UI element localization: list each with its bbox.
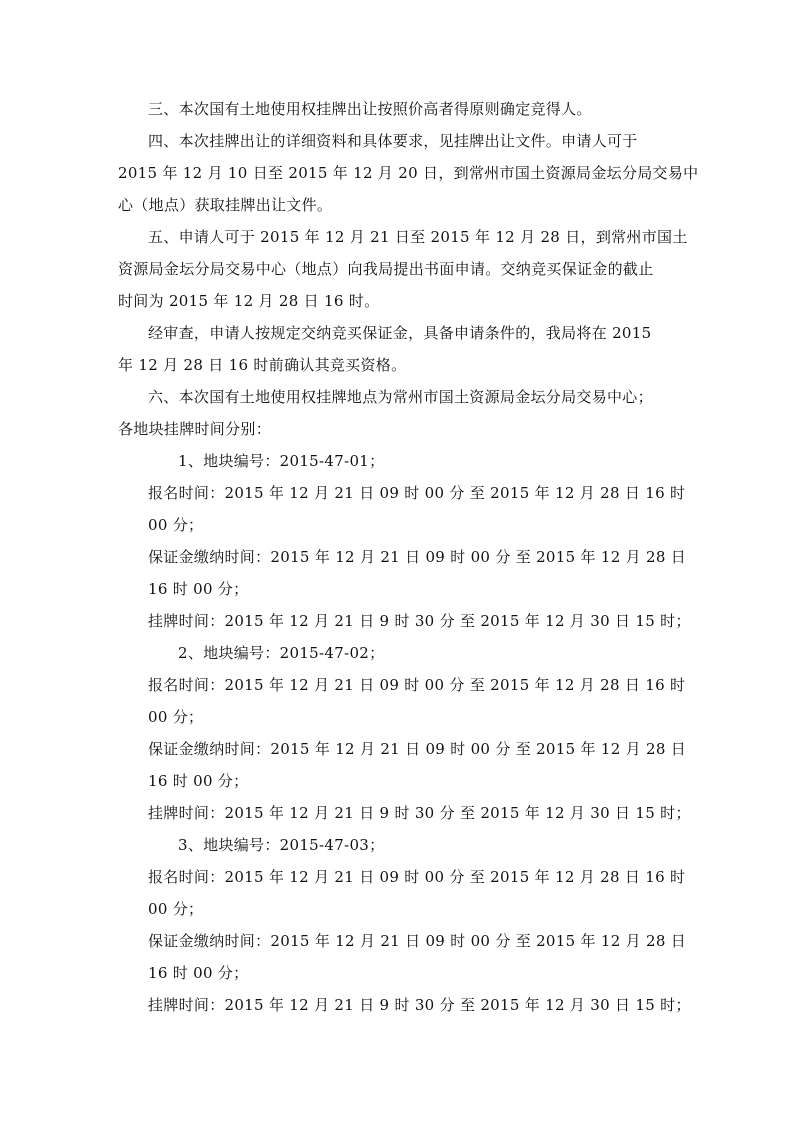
parcel-2-listing-time: 挂牌时间：2015 年 12 月 21 日 9 时 30 分 至 2015 年 12 月 30 日 15 时； [148,804,691,822]
section-5-line-3: 时间为 2015 年 12 月 28 日 16 时。 [118,292,380,310]
section-6-line-2: 各地块挂牌时间分别： [118,420,272,438]
section-4-line-3: 心（地点）获取挂牌出让文件。 [118,196,333,214]
parcel-3-listing-time: 挂牌时间：2015 年 12 月 21 日 9 时 30 分 至 2015 年 12 月 30 日 15 时； [148,996,691,1014]
parcel-3-registration-line-2: 00 分； [148,900,204,918]
section-4-line-1: 四、本次挂牌出让的详细资料和具体要求，见挂牌出让文件。申请人可于 [148,132,638,150]
review-line-2: 年 12 月 28 日 16 时前确认其竞买资格。 [118,356,407,374]
parcel-3-id: 3、地块编号：2015-47-03； [178,836,385,854]
parcel-3-deposit-line-2: 16 时 00 分； [148,964,249,982]
section-3-line-1: 三、本次国有土地使用权挂牌出让按照价高者得原则确定竞得人。 [148,100,592,118]
parcel-3-deposit-line-1: 保证金缴纳时间：2015 年 12 月 21 日 09 时 00 分 至 2015 年 12 月 28 日 [148,932,687,950]
parcel-2-deposit-line-2: 16 时 00 分； [148,772,249,790]
parcel-2-deposit-line-1: 保证金缴纳时间：2015 年 12 月 21 日 09 时 00 分 至 2015 年 12 月 28 日 [148,740,687,758]
parcel-2-registration-line-1: 报名时间：2015 年 12 月 21 日 09 时 00 分 至 2015 年 12 月 28 日 16 时 [148,676,686,694]
parcel-3-registration-line-1: 报名时间：2015 年 12 月 21 日 09 时 00 分 至 2015 年 12 月 28 日 16 时 [148,868,686,886]
parcel-1-registration-line-1: 报名时间：2015 年 12 月 21 日 09 时 00 分 至 2015 年 12 月 28 日 16 时 [148,484,686,502]
review-line-1: 经审查，申请人按规定交纳竞买保证金，具备申请条件的，我局将在 2015 [148,324,652,342]
section-5-line-1: 五、申请人可于 2015 年 12 月 21 日至 2015 年 12 月 28 日，到常州市国土 [148,228,688,246]
parcel-2-registration-line-2: 00 分； [148,708,204,726]
section-5-line-2: 资源局金坛分局交易中心（地点）向我局提出书面申请。交纳竞买保证金的截止 [118,260,654,278]
parcel-1-id: 1、地块编号：2015-47-01； [178,452,385,470]
parcel-1-deposit-line-1: 保证金缴纳时间：2015 年 12 月 21 日 09 时 00 分 至 2015 年 12 月 28 日 [148,548,687,566]
parcel-1-registration-line-2: 00 分； [148,516,204,534]
section-6-line-1: 六、本次国有土地使用权挂牌地点为常州市国土资源局金坛分局交易中心； [148,388,653,406]
parcel-2-id: 2、地块编号：2015-47-02； [178,644,385,662]
parcel-1-listing-time: 挂牌时间：2015 年 12 月 21 日 9 时 30 分 至 2015 年 12 月 30 日 15 时； [148,612,691,630]
parcel-1-deposit-line-2: 16 时 00 分； [148,580,249,598]
section-4-line-2: 2015 年 12 月 10 日至 2015 年 12 月 20 日，到常州市国土资源局金坛分局交易中 [118,164,699,182]
